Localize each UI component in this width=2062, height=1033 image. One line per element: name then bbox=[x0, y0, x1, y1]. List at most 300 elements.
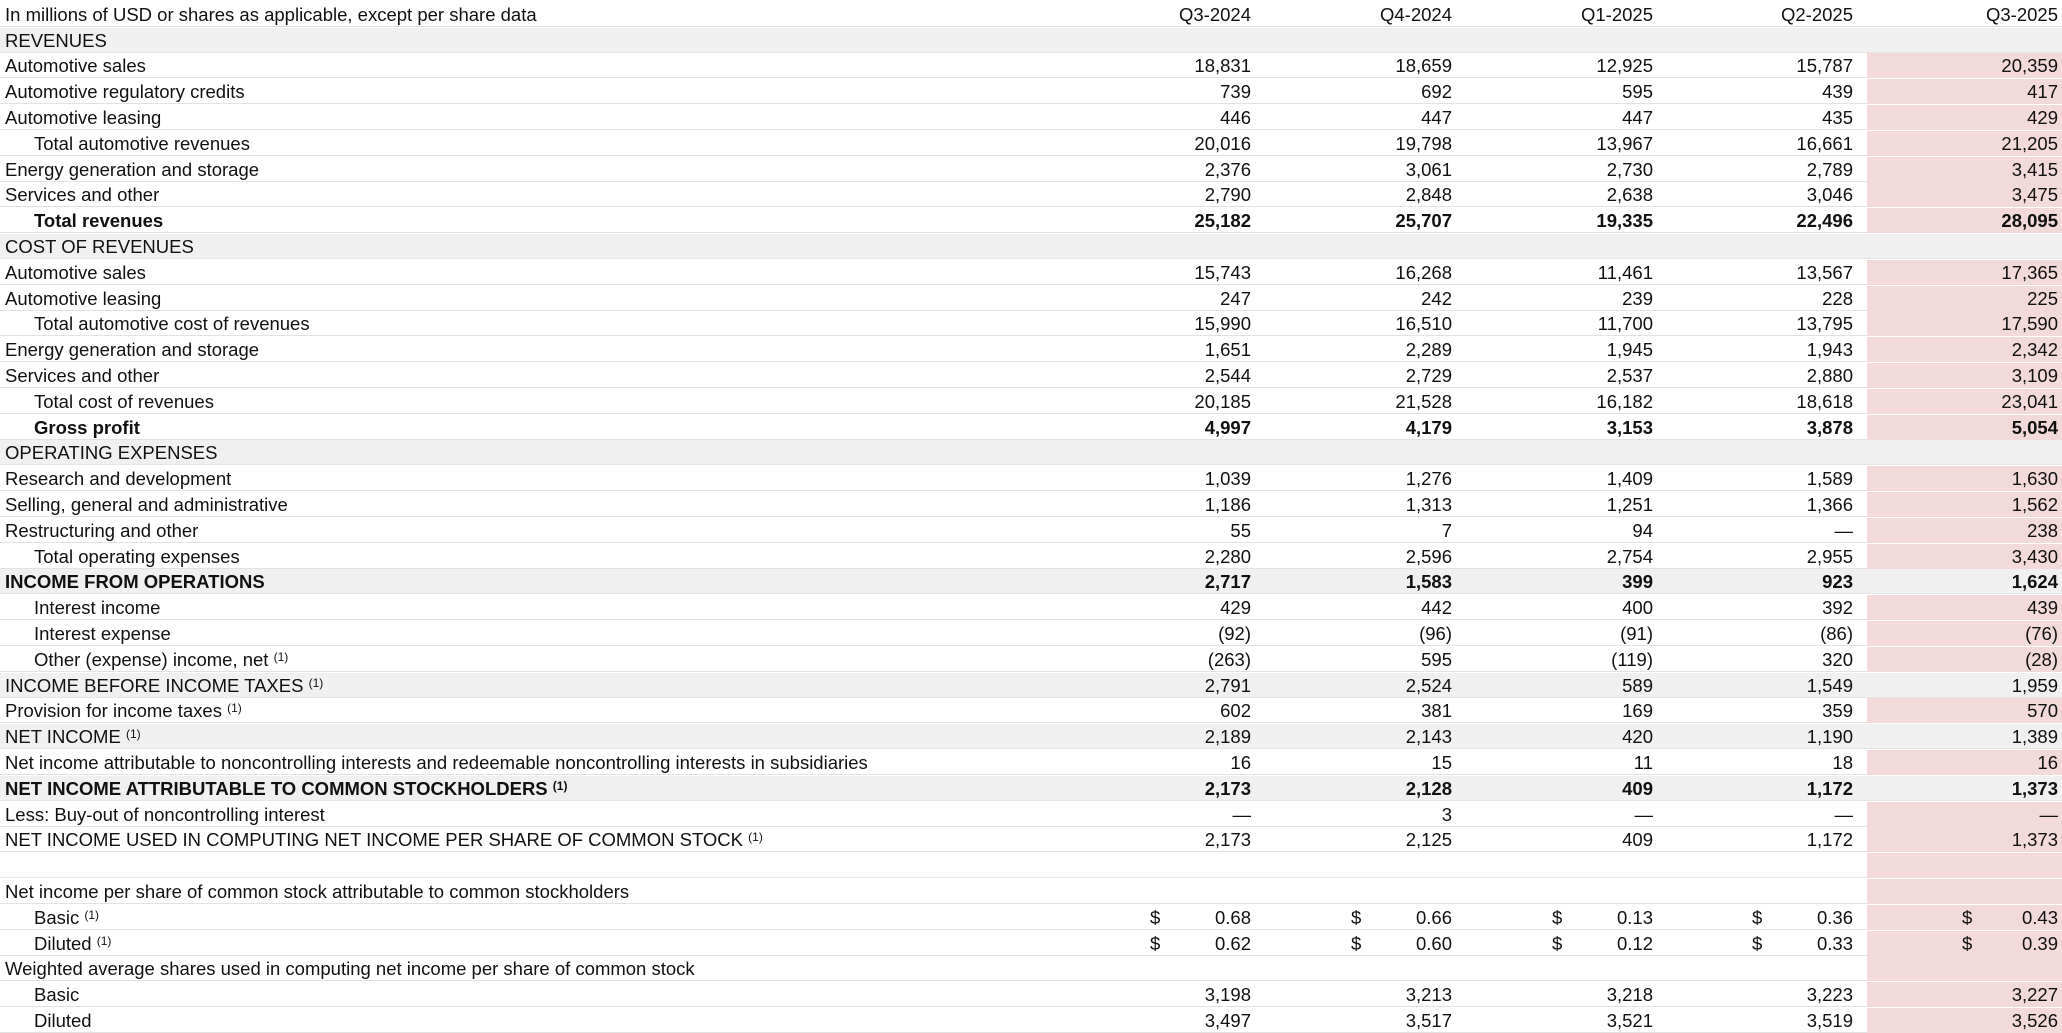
value-cell: 18,659 bbox=[1395, 55, 1452, 77]
table-header-row bbox=[0, 2, 2062, 27]
row-label-text: Interest expense bbox=[34, 622, 171, 644]
value-cell: 0.39 bbox=[2021, 932, 2058, 954]
currency-symbol: $ bbox=[1552, 932, 1563, 954]
value-cell: 16 bbox=[2037, 751, 2058, 773]
value-cell: 15,743 bbox=[1194, 261, 1251, 283]
value-cell: 4,997 bbox=[1204, 416, 1251, 438]
currency-symbol: $ bbox=[1962, 932, 1973, 954]
value-cell: 15,787 bbox=[1796, 55, 1853, 77]
currency-symbol: $ bbox=[1150, 932, 1161, 954]
value-cell: — bbox=[1232, 803, 1251, 825]
value-cell: (263) bbox=[1207, 648, 1251, 670]
row-label-text: Energy generation and storage bbox=[5, 158, 260, 180]
value-cell: 3,430 bbox=[2011, 545, 2058, 567]
row-label-text: Automotive sales bbox=[5, 55, 146, 77]
header-period-q2-2025: Q2-2025 bbox=[1781, 4, 1853, 25]
row-label bbox=[5, 260, 146, 285]
value-cell: 439 bbox=[1822, 81, 1853, 103]
row-label-text: Total operating expenses bbox=[34, 545, 240, 567]
value-cell: 13,567 bbox=[1796, 261, 1853, 283]
value-cell: 3,475 bbox=[2011, 184, 2058, 206]
highlight-column-cell bbox=[1867, 879, 2062, 904]
value-cell: 1,389 bbox=[2011, 726, 2058, 748]
row-label bbox=[34, 415, 140, 440]
value-cell: 16,182 bbox=[1596, 390, 1653, 412]
footnote-marker: (1) bbox=[273, 649, 289, 664]
table-row bbox=[0, 311, 2062, 336]
row-label bbox=[34, 1008, 92, 1033]
footnote-marker: (1) bbox=[96, 933, 112, 948]
value-cell: 238 bbox=[2027, 519, 2058, 541]
table-row bbox=[0, 492, 2062, 517]
row-label-text: Restructuring and other bbox=[5, 519, 199, 541]
value-cell: 435 bbox=[1822, 106, 1853, 128]
value-cell: 2,125 bbox=[1405, 829, 1452, 851]
value-cell: 442 bbox=[1421, 597, 1452, 619]
row-label-text: Energy generation and storage bbox=[5, 339, 260, 361]
value-cell: 15,990 bbox=[1194, 313, 1251, 335]
value-cell: 169 bbox=[1622, 700, 1653, 722]
table-row bbox=[0, 853, 2062, 878]
table-row bbox=[0, 673, 2062, 698]
row-label bbox=[5, 53, 146, 78]
value-cell: 2,280 bbox=[1204, 545, 1251, 567]
value-cell: 3,109 bbox=[2011, 364, 2058, 386]
row-label bbox=[34, 544, 240, 569]
value-cell: 447 bbox=[1421, 106, 1452, 128]
row-label bbox=[5, 724, 141, 749]
value-cell: 2,791 bbox=[1204, 674, 1251, 696]
value-cell: 17,590 bbox=[2001, 313, 2058, 335]
value-cell: 429 bbox=[2027, 106, 2058, 128]
value-cell: 20,016 bbox=[1194, 132, 1251, 154]
value-cell: 447 bbox=[1622, 106, 1653, 128]
value-cell: — bbox=[1834, 519, 1853, 541]
row-label bbox=[5, 776, 567, 801]
value-cell: 2,730 bbox=[1606, 158, 1653, 180]
value-cell: 1,959 bbox=[2011, 674, 2058, 696]
row-label-text: Total automotive revenues bbox=[34, 132, 250, 154]
row-label-text: Automotive sales bbox=[5, 261, 146, 283]
table-row bbox=[0, 698, 2062, 723]
header-label: In millions of USD or shares as applicable, except per share data bbox=[5, 4, 537, 25]
row-label-text: INCOME BEFORE INCOME TAXES bbox=[5, 674, 304, 696]
row-label-text: Automotive leasing bbox=[5, 106, 162, 128]
value-cell: 2,537 bbox=[1606, 364, 1653, 386]
row-label bbox=[34, 647, 288, 672]
row-label bbox=[5, 518, 198, 543]
row-label bbox=[34, 982, 79, 1007]
value-cell: 1,276 bbox=[1405, 468, 1452, 490]
row-label-text: Other (expense) income, net bbox=[34, 648, 269, 670]
value-cell: 2,790 bbox=[1204, 184, 1251, 206]
value-cell: 0.33 bbox=[1816, 932, 1853, 954]
value-cell: 11 bbox=[1633, 751, 1653, 773]
table-row bbox=[0, 53, 2062, 78]
value-cell: 0.12 bbox=[1616, 932, 1653, 954]
row-label-text: Total revenues bbox=[34, 210, 164, 232]
value-cell: 13,795 bbox=[1796, 313, 1853, 335]
value-cell: 25,707 bbox=[1395, 210, 1452, 232]
header-period-q3-2025: Q3-2025 bbox=[1986, 4, 2058, 25]
value-cell: 739 bbox=[1220, 81, 1251, 103]
row-label bbox=[5, 466, 231, 491]
value-cell: 11,700 bbox=[1597, 313, 1653, 335]
table-row bbox=[0, 956, 2062, 981]
value-cell: 570 bbox=[2027, 700, 2058, 722]
value-cell: 0.62 bbox=[1214, 932, 1251, 954]
row-label bbox=[5, 337, 259, 362]
value-cell: 247 bbox=[1220, 287, 1251, 309]
value-cell: 2,289 bbox=[1405, 339, 1452, 361]
table-row bbox=[0, 982, 2062, 1007]
row-label bbox=[5, 827, 763, 852]
value-cell: 359 bbox=[1822, 700, 1853, 722]
value-cell: 13,967 bbox=[1596, 132, 1653, 154]
value-cell: 3,153 bbox=[1606, 416, 1653, 438]
row-label bbox=[5, 157, 259, 182]
value-cell: 228 bbox=[1822, 287, 1853, 309]
currency-symbol: $ bbox=[1752, 932, 1763, 954]
value-cell: 3,497 bbox=[1204, 1009, 1251, 1031]
value-cell: 3 bbox=[1441, 803, 1452, 825]
row-label-text: Net income attributable to noncontrolling interests and redeemable noncontrolling interests in subsidiaries bbox=[5, 751, 868, 773]
row-label bbox=[34, 208, 163, 233]
row-label-text: NET INCOME bbox=[5, 726, 121, 748]
row-label bbox=[5, 182, 159, 207]
value-cell: 3,227 bbox=[2011, 984, 2058, 1006]
table-row bbox=[0, 79, 2062, 104]
value-cell: 22,496 bbox=[1796, 210, 1853, 232]
value-cell: 2,173 bbox=[1204, 829, 1251, 851]
table-row bbox=[0, 905, 2062, 930]
value-cell: 320 bbox=[1822, 648, 1853, 670]
currency-symbol: $ bbox=[1552, 906, 1563, 928]
value-cell: 225 bbox=[2027, 287, 2058, 309]
footnote-marker: (1) bbox=[748, 830, 763, 845]
currency-symbol: $ bbox=[1752, 906, 1763, 928]
value-cell: 3,519 bbox=[1806, 1009, 1853, 1031]
row-label-text: Services and other bbox=[5, 184, 160, 206]
value-cell: 1,190 bbox=[1806, 726, 1853, 748]
row-label-text: COST OF REVENUES bbox=[5, 235, 194, 257]
table-row bbox=[0, 466, 2062, 491]
row-label bbox=[34, 311, 310, 336]
table-row bbox=[0, 415, 2062, 440]
value-cell: 1,409 bbox=[1606, 468, 1653, 490]
value-cell: 1,373 bbox=[2011, 777, 2058, 799]
row-label bbox=[34, 595, 160, 620]
row-label bbox=[5, 363, 159, 388]
value-cell: 20,359 bbox=[2001, 55, 2058, 77]
value-cell: 589 bbox=[1622, 674, 1653, 696]
value-cell: 1,366 bbox=[1806, 493, 1853, 515]
value-cell: 1,943 bbox=[1806, 339, 1853, 361]
value-cell: 23,041 bbox=[2001, 390, 2058, 412]
value-cell: 242 bbox=[1421, 287, 1452, 309]
row-label bbox=[34, 131, 250, 156]
row-label-text: Services and other bbox=[5, 364, 160, 386]
table-row bbox=[0, 750, 2062, 775]
row-label bbox=[5, 286, 161, 311]
value-cell: 1,589 bbox=[1806, 468, 1853, 490]
row-label-text: Gross profit bbox=[34, 416, 140, 438]
table-row bbox=[0, 647, 2062, 672]
value-cell: 3,046 bbox=[1806, 184, 1853, 206]
value-cell: 16,510 bbox=[1395, 313, 1452, 335]
row-label bbox=[5, 569, 265, 594]
value-cell: 0.13 bbox=[1616, 906, 1653, 928]
row-label bbox=[5, 105, 161, 130]
currency-symbol: $ bbox=[1351, 932, 1362, 954]
row-label bbox=[5, 698, 242, 723]
table-row bbox=[0, 157, 2062, 182]
row-label-text: Diluted bbox=[34, 932, 92, 954]
value-cell: 0.60 bbox=[1415, 932, 1452, 954]
value-cell: 3,223 bbox=[1806, 984, 1853, 1006]
value-cell: 3,213 bbox=[1405, 984, 1452, 1006]
value-cell: 1,624 bbox=[2011, 571, 2058, 593]
value-cell: 21,205 bbox=[2001, 132, 2058, 154]
value-cell: 0.66 bbox=[1415, 906, 1452, 928]
value-cell: 1,172 bbox=[1806, 829, 1853, 851]
value-cell: 3,198 bbox=[1204, 984, 1251, 1006]
value-cell: 595 bbox=[1421, 648, 1452, 670]
row-label-text: Research and development bbox=[5, 468, 232, 490]
value-cell: 2,143 bbox=[1405, 726, 1452, 748]
table-row bbox=[0, 363, 2062, 388]
table-row bbox=[0, 208, 2062, 233]
row-label bbox=[34, 389, 214, 414]
row-label-text: Interest income bbox=[34, 597, 161, 619]
value-cell: (91) bbox=[1620, 622, 1653, 644]
value-cell: — bbox=[2039, 803, 2058, 825]
value-cell: 239 bbox=[1622, 287, 1653, 309]
value-cell: 417 bbox=[2027, 81, 2058, 103]
row-label-text: Automotive regulatory credits bbox=[5, 81, 245, 103]
value-cell: 16,661 bbox=[1796, 132, 1853, 154]
table-row bbox=[0, 1008, 2062, 1033]
value-cell: 2,717 bbox=[1204, 571, 1251, 593]
table-row bbox=[0, 595, 2062, 620]
footnote-marker: (1) bbox=[84, 907, 100, 922]
value-cell: (119) bbox=[1611, 648, 1653, 670]
value-cell: 2,342 bbox=[2011, 339, 2058, 361]
value-cell: 0.68 bbox=[1214, 906, 1251, 928]
value-cell: 16,268 bbox=[1395, 261, 1452, 283]
value-cell: 3,517 bbox=[1405, 1009, 1452, 1031]
value-cell: 16 bbox=[1230, 751, 1251, 773]
row-label bbox=[5, 440, 217, 465]
value-cell: 2,128 bbox=[1405, 777, 1452, 799]
row-label-text: Net income per share of common stock attributable to common stockholders bbox=[5, 880, 630, 902]
value-cell: 11,461 bbox=[1597, 261, 1653, 283]
value-cell: 400 bbox=[1622, 597, 1653, 619]
value-cell: 4,179 bbox=[1405, 416, 1452, 438]
table-row bbox=[0, 569, 2062, 594]
value-cell: 3,526 bbox=[2011, 1009, 2058, 1031]
row-label bbox=[5, 802, 325, 827]
table-row bbox=[0, 802, 2062, 827]
table-row bbox=[0, 621, 2062, 646]
value-cell: 3,415 bbox=[2011, 158, 2058, 180]
header-period-q1-2025: Q1-2025 bbox=[1581, 4, 1653, 25]
row-label-text: Weighted average shares used in computing net income per share of common stock bbox=[5, 958, 695, 980]
table-row bbox=[0, 182, 2062, 207]
value-cell: 1,373 bbox=[2011, 829, 2058, 851]
value-cell: 3,521 bbox=[1606, 1009, 1653, 1031]
value-cell: 1,549 bbox=[1806, 674, 1853, 696]
table-row bbox=[0, 105, 2062, 130]
value-cell: 1,562 bbox=[2011, 493, 2058, 515]
row-label bbox=[5, 673, 323, 698]
row-label-text: REVENUES bbox=[5, 29, 107, 51]
value-cell: 392 bbox=[1822, 597, 1853, 619]
value-cell: 18,831 bbox=[1194, 55, 1251, 77]
value-cell: 17,365 bbox=[2001, 261, 2058, 283]
header-period-q4-2024: Q4-2024 bbox=[1380, 4, 1452, 25]
row-label bbox=[5, 956, 695, 981]
table-row bbox=[0, 544, 2062, 569]
row-label-text: Total cost of revenues bbox=[34, 390, 214, 412]
value-cell: 1,583 bbox=[1405, 571, 1452, 593]
value-cell: 1,172 bbox=[1806, 777, 1853, 799]
value-cell: (76) bbox=[2025, 622, 2058, 644]
row-label-text: Automotive leasing bbox=[5, 287, 162, 309]
value-cell: 1,039 bbox=[1204, 468, 1251, 490]
row-label bbox=[5, 28, 107, 53]
row-label bbox=[5, 234, 194, 259]
value-cell: 19,798 bbox=[1395, 132, 1452, 154]
value-cell: 2,754 bbox=[1606, 545, 1653, 567]
row-label bbox=[34, 621, 171, 646]
table-row bbox=[0, 827, 2062, 852]
value-cell: — bbox=[1634, 803, 1653, 825]
value-cell: 1,313 bbox=[1405, 493, 1452, 515]
table-row bbox=[0, 337, 2062, 362]
row-label bbox=[34, 931, 111, 956]
row-label-text: NET INCOME USED IN COMPUTING NET INCOME PER SHARE OF COMMON STOCK bbox=[5, 829, 744, 851]
table-row bbox=[0, 286, 2062, 311]
value-cell: 923 bbox=[1822, 571, 1853, 593]
value-cell: 2,524 bbox=[1405, 674, 1452, 696]
value-cell: 19,335 bbox=[1596, 210, 1653, 232]
row-label bbox=[34, 905, 99, 930]
value-cell: 3,878 bbox=[1806, 416, 1853, 438]
value-cell: 1,630 bbox=[2011, 468, 2058, 490]
value-cell: 18,618 bbox=[1796, 390, 1853, 412]
table-row bbox=[0, 518, 2062, 543]
value-cell: 1,651 bbox=[1204, 339, 1251, 361]
value-cell: 12,925 bbox=[1596, 55, 1653, 77]
value-cell: 28,095 bbox=[2001, 210, 2058, 232]
footnote-marker: (1) bbox=[125, 727, 141, 742]
table-row bbox=[0, 931, 2062, 956]
row-label-text: Basic bbox=[34, 984, 80, 1006]
row-label-text: Diluted bbox=[34, 1009, 92, 1031]
row-label bbox=[5, 879, 629, 904]
value-cell: 2,189 bbox=[1204, 726, 1251, 748]
row-label-text: Total automotive cost of revenues bbox=[34, 313, 310, 335]
table-row bbox=[0, 879, 2062, 904]
value-cell: 20,185 bbox=[1194, 390, 1251, 412]
table-row bbox=[0, 28, 2062, 53]
row-label-text: INCOME FROM OPERATIONS bbox=[5, 571, 265, 593]
row-label bbox=[5, 492, 288, 517]
value-cell: 0.43 bbox=[2021, 906, 2058, 928]
value-cell: 21,528 bbox=[1395, 390, 1452, 412]
footnote-marker: (1) bbox=[227, 701, 242, 716]
currency-symbol: $ bbox=[1150, 906, 1161, 928]
table-row bbox=[0, 724, 2062, 749]
value-cell: 5,054 bbox=[2011, 416, 2058, 438]
table-row bbox=[0, 234, 2062, 259]
header-period-q3-2024: Q3-2024 bbox=[1179, 4, 1251, 25]
row-label-text: OPERATING EXPENSES bbox=[5, 442, 218, 464]
value-cell: 2,638 bbox=[1606, 184, 1653, 206]
value-cell: 692 bbox=[1421, 81, 1452, 103]
row-label-text: Basic bbox=[34, 906, 80, 928]
value-cell: (92) bbox=[1218, 622, 1251, 644]
highlight-column-cell bbox=[1867, 853, 2062, 878]
value-cell: 25,182 bbox=[1194, 210, 1251, 232]
value-cell: 420 bbox=[1622, 726, 1653, 748]
value-cell: 55 bbox=[1230, 519, 1251, 541]
value-cell: 2,789 bbox=[1806, 158, 1853, 180]
value-cell: 2,848 bbox=[1405, 184, 1452, 206]
row-label-text: NET INCOME ATTRIBUTABLE TO COMMON STOCKHOLDERS bbox=[5, 777, 548, 799]
table-row bbox=[0, 776, 2062, 801]
footnote-marker: (1) bbox=[552, 778, 568, 793]
value-cell: 409 bbox=[1622, 829, 1653, 851]
currency-symbol: $ bbox=[1962, 906, 1973, 928]
value-cell: 2,729 bbox=[1405, 364, 1452, 386]
value-cell: 1,251 bbox=[1606, 493, 1653, 515]
value-cell: 602 bbox=[1220, 700, 1251, 722]
row-label-text: Less: Buy-out of noncontrolling interest bbox=[5, 803, 325, 825]
row-label-text: Selling, general and administrative bbox=[5, 493, 288, 515]
value-cell: 2,173 bbox=[1204, 777, 1251, 799]
value-cell: (28) bbox=[2025, 648, 2058, 670]
value-cell: 439 bbox=[2027, 597, 2058, 619]
value-cell: (86) bbox=[1820, 622, 1853, 644]
value-cell: 2,955 bbox=[1806, 545, 1853, 567]
table-row bbox=[0, 131, 2062, 156]
value-cell: 1,945 bbox=[1606, 339, 1653, 361]
value-cell: — bbox=[1834, 803, 1853, 825]
table-row bbox=[0, 260, 2062, 285]
value-cell: 94 bbox=[1632, 519, 1653, 541]
value-cell: 3,061 bbox=[1405, 158, 1452, 180]
value-cell: 2,880 bbox=[1806, 364, 1853, 386]
value-cell: 2,376 bbox=[1204, 158, 1251, 180]
value-cell: 381 bbox=[1421, 700, 1452, 722]
row-label bbox=[5, 79, 245, 104]
footnote-marker: (1) bbox=[308, 675, 324, 690]
value-cell: 409 bbox=[1622, 777, 1653, 799]
value-cell: 399 bbox=[1622, 571, 1653, 593]
value-cell: 3,218 bbox=[1606, 984, 1653, 1006]
value-cell: 595 bbox=[1622, 81, 1653, 103]
currency-symbol: $ bbox=[1351, 906, 1362, 928]
value-cell: 15 bbox=[1431, 751, 1452, 773]
value-cell: 1,186 bbox=[1204, 493, 1251, 515]
row-label-text: Provision for income taxes bbox=[5, 700, 222, 722]
value-cell: (96) bbox=[1419, 622, 1452, 644]
row-label bbox=[5, 750, 868, 775]
highlight-column-cell bbox=[1867, 956, 2062, 981]
value-cell: 2,596 bbox=[1405, 545, 1452, 567]
